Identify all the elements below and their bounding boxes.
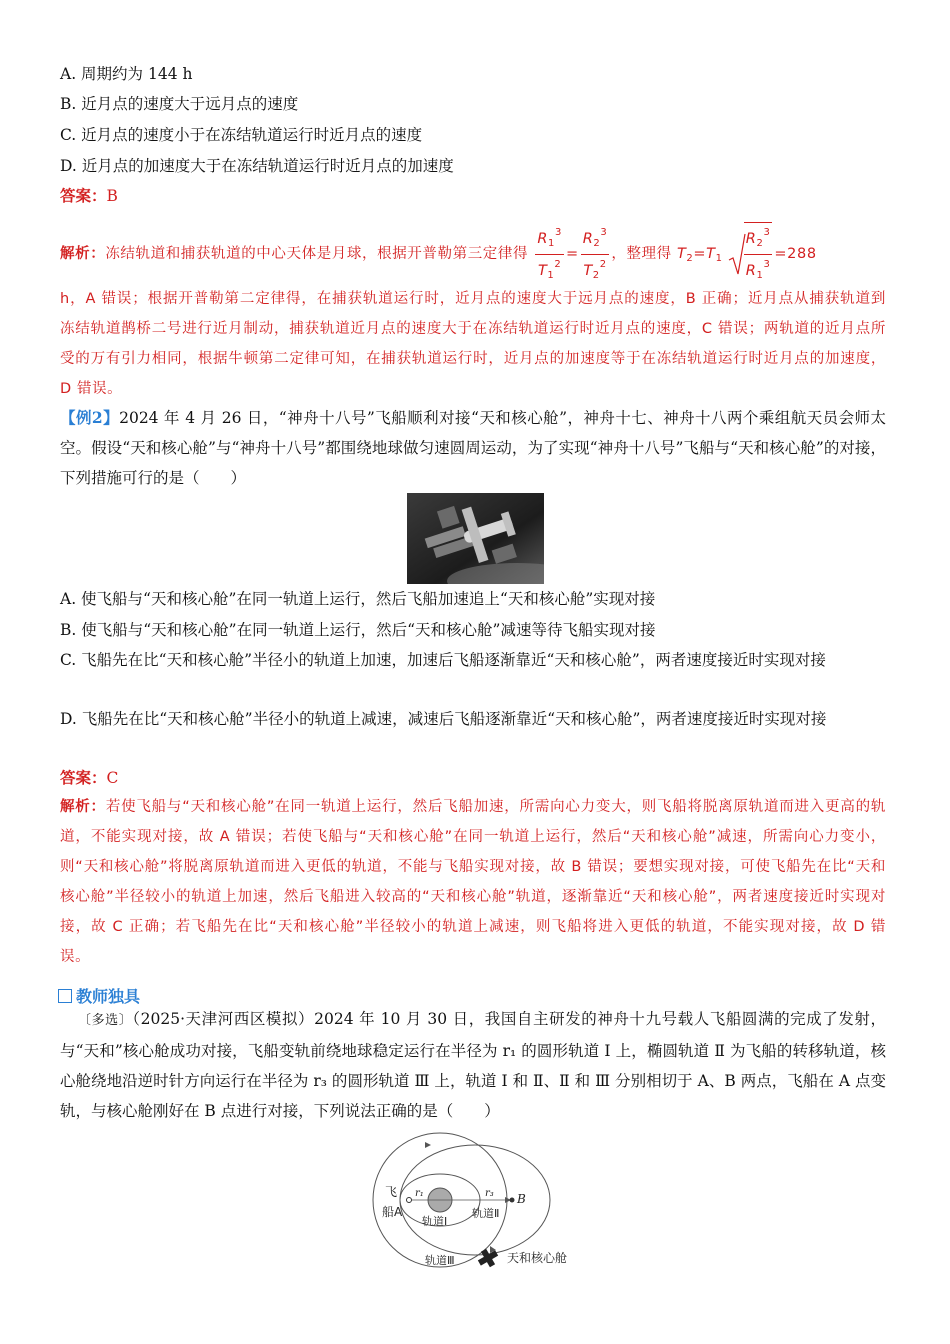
kepler-fraction-1: $\frac{R_1^3}{T_1^2}$ <box>535 223 564 286</box>
ex2-option-c: C. 飞船先在比“天和核心舱”半径小的轨道上加速，加速后飞船逐渐靠近“天和核心舱”，两者速度接近时实现对接 <box>60 651 826 669</box>
label-station: 天和核心舱 <box>507 1251 568 1265</box>
label-orbit-2: 轨道Ⅱ <box>472 1207 500 1220</box>
q1-option-a: A. 周期约为 144 h <box>60 65 193 83</box>
q1-option-c: C. 近月点的速度小于在冻结轨道运行时近月点的速度 <box>60 126 423 144</box>
example-tag: 【例2】 <box>60 408 120 427</box>
label-r1: r₁ <box>415 1188 424 1199</box>
kepler-fraction-2: $\frac{R_2^3}{T_2^2}$ <box>581 223 610 286</box>
kepler-fraction-3: $\frac{R_2^3}{R_1^3}$ <box>744 222 773 286</box>
q1-analysis-rest: h，A 错误；根据开普勒第二定律得，在捕获轨道运行时，近月点的速度大于远月点的速度，B 正确；近月点从捕获轨道到冻结轨道鹊桥二号进行近月制动，捕获轨道近月点的速度大于在冻结轨道运行时近月点的速度，C 错误；两轨道的近月点所受的万有引力相同，根据牛顿第二定律可知，在捕获轨道运行时，近月点的加速度等于在冻结轨道运行时近月点的加速度，D 错误。 <box>60 291 886 397</box>
label-orbit-1: 轨道Ⅰ <box>422 1215 448 1228</box>
analysis-result: =288 <box>774 246 817 262</box>
answer-label: 答案： <box>60 768 107 787</box>
ex2-analysis <box>60 792 886 972</box>
multi-select-tag: 〔多选〕 <box>78 1013 133 1028</box>
label-r3: r₃ <box>485 1188 494 1199</box>
label-fei: 飞 <box>385 1185 398 1199</box>
ex2-answer <box>60 768 118 788</box>
label-chuan-a: 船A <box>382 1205 403 1219</box>
teacher-stem <box>60 1004 886 1126</box>
analysis-intro: 冻结轨道和捕获轨道的中心天体是月球，根据开普勒第三定律得 <box>105 246 529 262</box>
q1-option-d: D. 近月点的加速度大于在冻结轨道运行时近月点的加速度 <box>60 157 454 175</box>
ex2-stem-text: 2024 年 4 月 26 日，“神舟十八号”飞船顺利对接“天和核心舱”，神舟十七、神舟十八两个乘组航天员会师太空。假设“天和核心舱”与“神舟十八号”都围绕地球做匀速圆周运动，为了实现“神舟十八号”飞船与“天和核心舱”的对接，下列措施可行的是（ ） <box>60 409 886 487</box>
ex2-stem <box>60 403 886 493</box>
analysis-mid: ，整理得 <box>611 246 677 262</box>
orbit-diagram <box>365 1130 595 1335</box>
station-icon <box>475 1245 501 1271</box>
answer-label: 答案： <box>60 186 107 205</box>
space-station-photo <box>407 493 544 584</box>
ex2-option-d: D. 飞船先在比“天和核心舱”半径小的轨道上减速，减速后飞船逐渐靠近“天和核心舱”，两者速度接近时实现对接 <box>60 710 827 728</box>
answer-value: C <box>106 769 119 787</box>
q1-answer <box>60 186 118 206</box>
analysis-label: 解析： <box>60 799 106 815</box>
ex2-option-b: B. 使飞船与“天和核心舱”在同一轨道上运行，然后“天和核心舱”减速等待飞船实现对接 <box>60 621 656 639</box>
analysis-label: 解析： <box>60 246 106 262</box>
label-orbit-3: 轨道Ⅲ <box>425 1254 455 1267</box>
checkbox-icon <box>58 989 72 1003</box>
teacher-stem-text: （2025·天津河西区模拟）2024 年 10 月 30 日，我国自主研发的神舟十九号载人飞船圆满的完成了发射，与“天和”核心舱成功对接，飞船变轨前绕地球稳定运行在半径为 r₁ 的圆形轨道 Ⅰ 上，椭圆轨道 Ⅱ 为飞船的转移轨道，核心舱绕地沿逆时针方向运行在半径为 r₃ 的圆形轨道 Ⅲ 上，轨道 Ⅰ 和 Ⅱ、Ⅱ 和 Ⅲ 分别相切于 A、B 两点，飞船在 A 点变轨，与核心舱刚好在 B 点进行对接，下列说法正确的是（ ） <box>60 1010 886 1120</box>
q1-analysis-line1: 解析：冻结轨道和捕获轨道的中心天体是月球，根据开普勒第三定律得 $\frac{R_1^3}{T_1^2}$ = $\frac{R_2^3}{T_2^2}$ ，整理得 $T_2=T_1$ $\frac{R_2^3}{R_1^3}$ =288 <box>60 222 817 286</box>
ex2-option-a: A. 使飞船与“天和核心舱”在同一轨道上运行，然后飞船加速追上“天和核心舱”实现对接 <box>60 590 656 608</box>
analysis-text: 若使飞船与“天和核心舱”在同一轨道上运行，然后飞船加速，所需向心力变大，则飞船将脱离原轨道而进入更高的轨道，不能实现对接，故 A 错误；若使飞船与“天和核心舱”在同一轨道上运行，然后“天和核心舱”减速，所需向心力变小，则“天和核心舱”将脱离原轨道而进入更低的轨道，不能与飞船实现对接，故 B 错误；要想实现对接，可使飞船先在比“天和核心舱”半径较小的轨道上加速，然后飞船进入较高的“天和核心舱”轨道，逐渐靠近“天和核心舱”，两者速度接近时实现对接，故 C 正确；若飞船先在比“天和核心舱”半径较小的轨道上减速，则飞船将进入更低的轨道，不能实现对接，故 D 错误。 <box>60 799 886 965</box>
answer-value: B <box>106 187 118 205</box>
q1-option-b: B. 近月点的速度大于远月点的速度 <box>60 95 299 113</box>
teacher-title-text: 教师独具 <box>76 987 141 1006</box>
label-b: B <box>517 1192 526 1206</box>
